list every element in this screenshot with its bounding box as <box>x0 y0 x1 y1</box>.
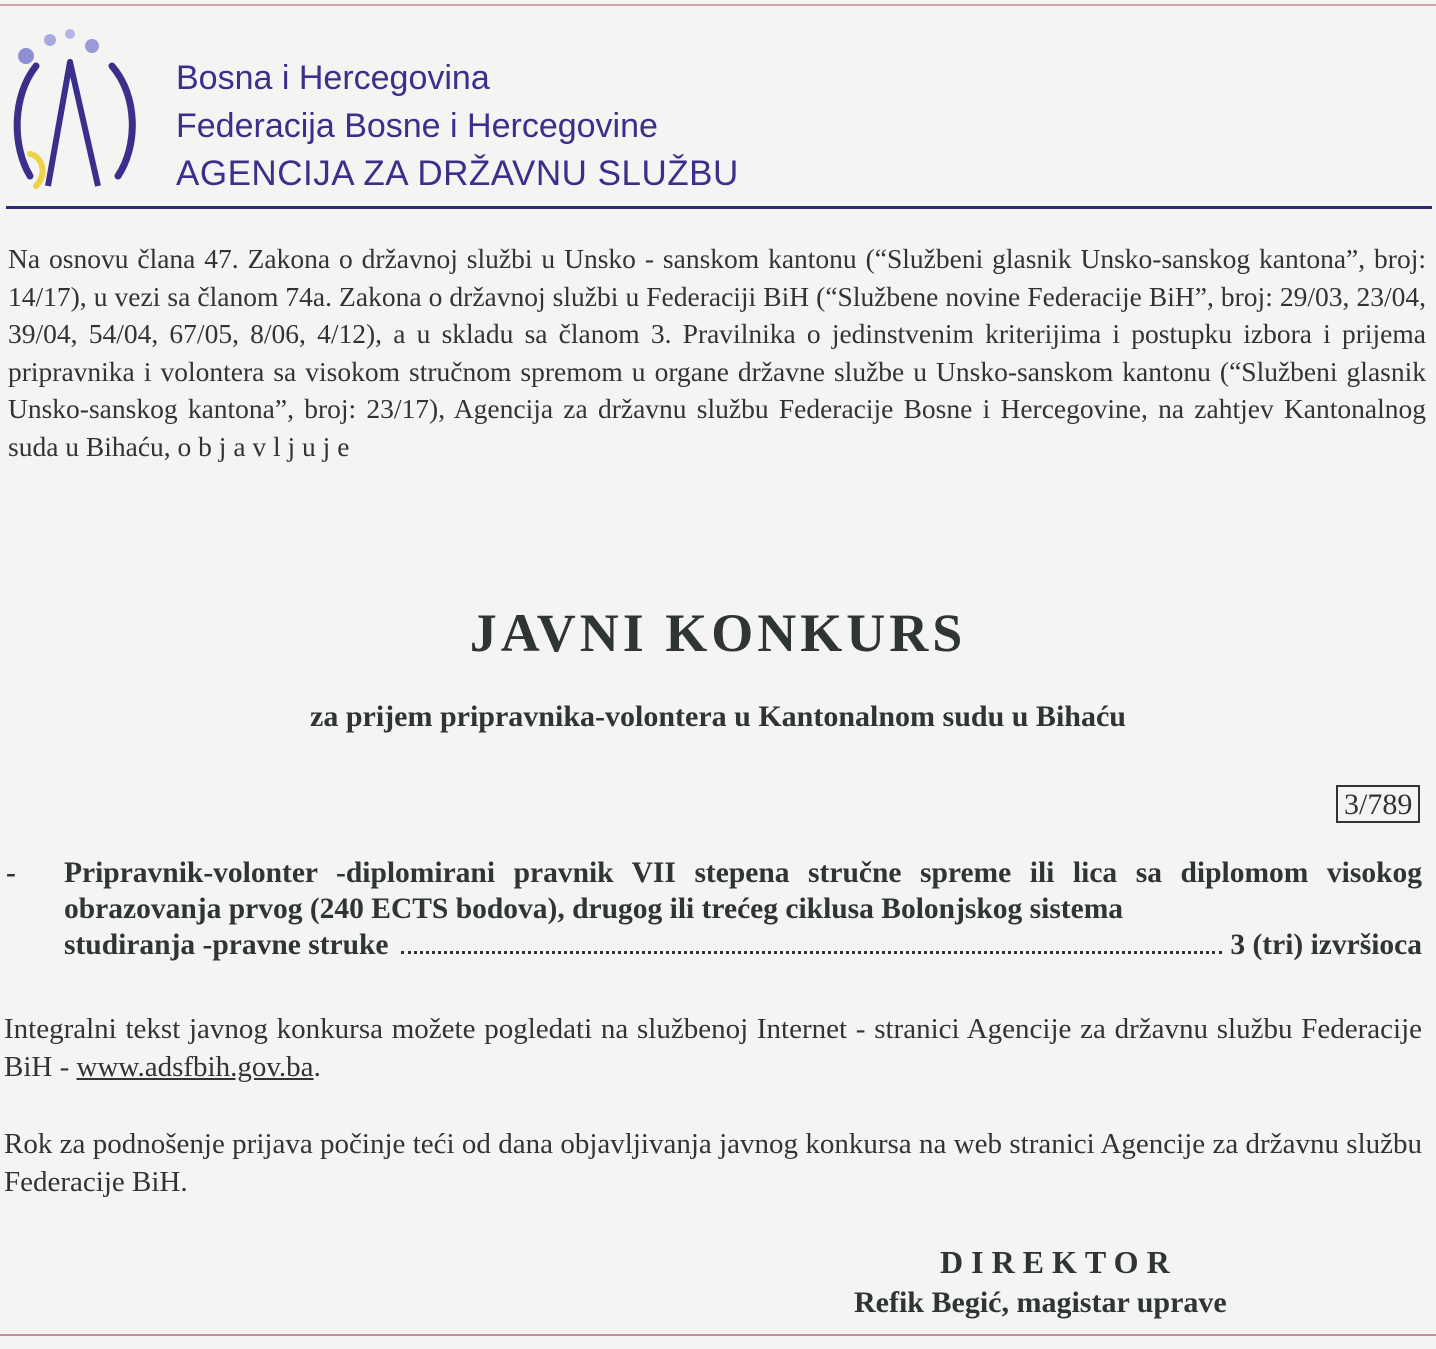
reference-code: 3/789 <box>1336 785 1420 823</box>
position-count: 3 (tri) izvršioca <box>1230 929 1422 961</box>
position-description: Pripravnik-volonter -diplomirani pravnik VII stepena stručne spreme ili lica sa diplomom visokog obrazovanja prvog (240 ECTS bodova), drugog ili trećeg ciklusa Bolonjskog sistema <box>64 857 1422 925</box>
dot-leader <box>401 951 1223 954</box>
header-country: Bosna i Hercegovina <box>176 59 490 97</box>
header-divider <box>6 206 1432 209</box>
agency-website-link[interactable]: www.adsfbih.gov.ba <box>76 1051 314 1083</box>
agency-logo-icon <box>8 26 148 196</box>
bullet-dash: - <box>6 857 16 889</box>
bottom-divider <box>0 1334 1436 1336</box>
signature-role: DIREKTOR <box>940 1244 1178 1280</box>
letterhead <box>0 10 1436 210</box>
position-description-end: studiranja -pravne struke <box>64 929 389 961</box>
integral-text: Integralni tekst javnog konkursa možete pogledati na službenoj Internet - stranici Agencije za državnu službu Federacije BiH - <box>4 1013 1422 1083</box>
position-item <box>6 855 1422 963</box>
page-subtitle: za prijem pripravnika-volontera u Kantonalnom sudu u Bihaću <box>310 700 1126 733</box>
integral-text-paragraph <box>4 1010 1422 1086</box>
top-divider <box>0 4 1436 6</box>
page-title: JAVNI KONKURS <box>469 603 967 663</box>
header-federation: Federacija Bosne i Hercegovine <box>176 107 658 145</box>
intro-paragraph: Na osnovu člana 47. Zakona o državnoj službi u Unsko - sanskom kantonu (“Službeni glasnik Unsko-sanskog kantona”, broj: 14/17), u vezi sa članom 74a. Zakona o državnoj službi u Federaciji BiH (“Službene novine Federacije BiH”, broj: 29/03, 23/04, 39/04, 54/04, 67/05, 8/06, 4/12), a u skladu sa članom 3. Pravilnika o jedinstvenim kriterijima i postupku izbora i prijema pripravnika i volontera sa visokom stručnom spremom u organe državne službe u Unsko-sanskom kantonu (“Službeni glasnik Unsko-sanskog kantona”, broj: 23/17), Agencija za državnu službu Federacije Bosne i Hercegovine, na zahtjev Kantonalnog suda u Bihaću, o b j a v l j u j e <box>8 243 1426 462</box>
integral-text-end: . <box>313 1051 321 1083</box>
deadline-paragraph: Rok za podnošenje prijava počinje teći od dana objavljivanja javnog konkursa na web stranici Agencije za državnu službu Federacije BiH. <box>4 1128 1422 1198</box>
header-agency: AGENCIJA ZA DRŽAVNU SLUŽBU <box>176 154 739 193</box>
signature-name: Refik Begić, magistar uprave <box>854 1286 1227 1319</box>
